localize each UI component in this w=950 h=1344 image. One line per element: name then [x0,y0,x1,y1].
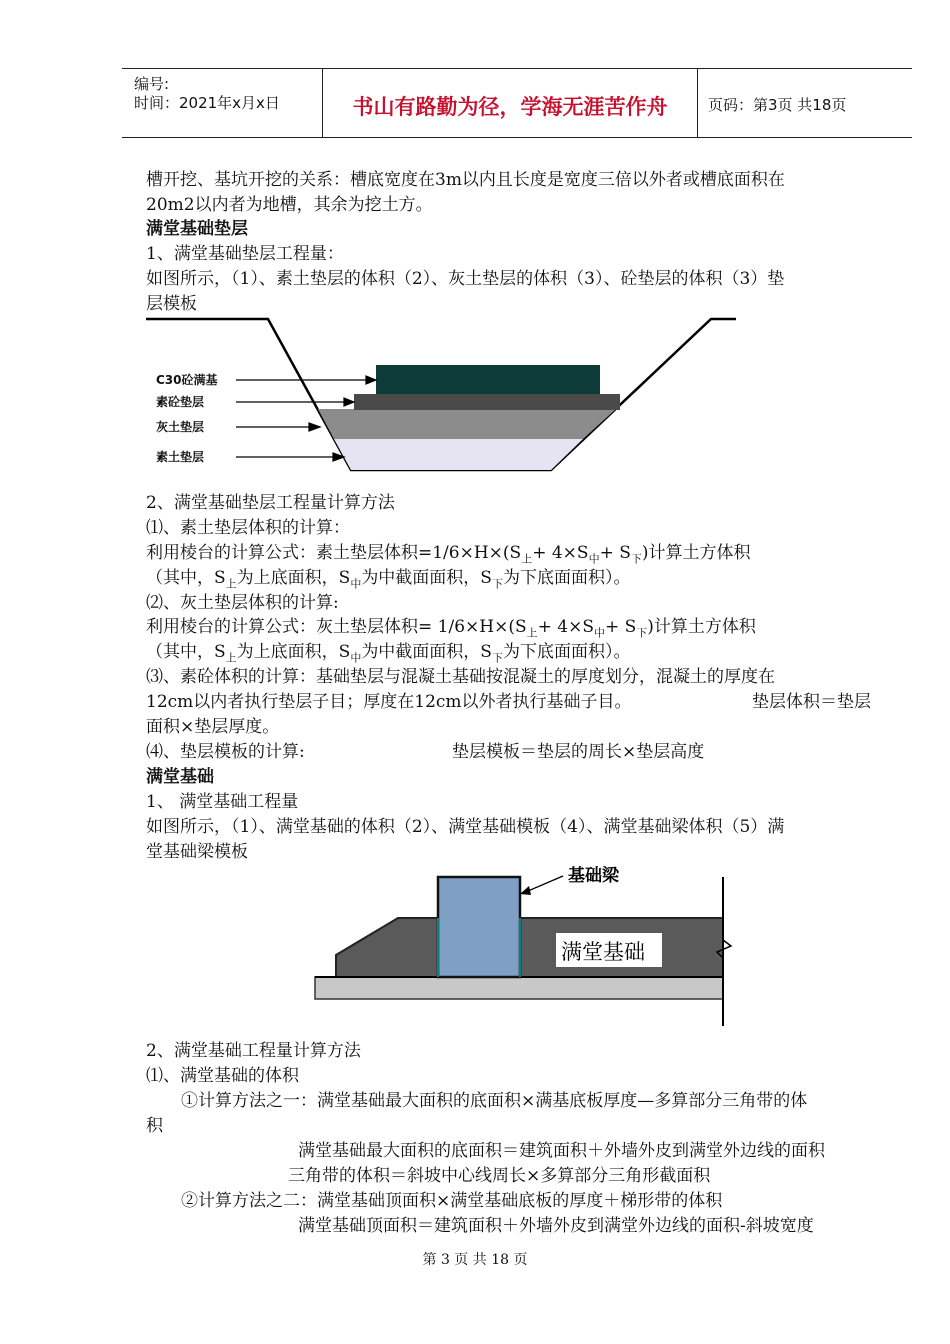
body-line: ⑴、满堂基础的体积 [146,1066,299,1086]
arrow-head [309,423,320,431]
header-page-info: 页码：第3页 共18页 [708,96,847,114]
body-line: 满堂基础顶面积＝建筑面积＋外墙外皮到满堂外边线的面积-斜坡宽度 [298,1216,814,1236]
formula-note: （其中，$S_上$为上底面积，$S_中$为中截面面积，$S_下$为下底面面积）。 [146,568,631,591]
body-line: ①计算方法之一：满堂基础最大面积的底面积×满基底板厚度—多算部分三角带的体 [181,1091,808,1111]
page-header [122,68,912,138]
plain-soil-layer-right [438,439,583,470]
label-plain-concrete: 素砼垫层 [156,395,205,409]
arrow-head [366,376,376,384]
raft-foundation-figure [310,860,740,1030]
arrow-head [344,398,354,406]
raft-slab [336,918,723,977]
lime-soil-layer [318,409,616,439]
body-line: 垫层模板＝垫层的周长×垫层高度 [452,742,705,762]
body-line: 垫层体积＝垫层 [752,692,871,712]
label-lime-soil: 灰土垫层 [156,420,205,434]
formula-line: 利用棱台的计算公式：灰土垫层体积= $1/6\times H\times(S_上+ 4\times S_中+ S_下)$计算土方体积 [146,617,756,640]
cushion-layer [315,977,723,999]
label-c30-raft: C30砼满基 [156,373,218,387]
body-line: 1、 满堂基础工程量 [146,792,299,812]
formula-note: （其中，$S_上$为上底面积，$S_中$为中截面面积，$S_下$为下底面面积）。 [146,642,631,665]
body-line: 面积×垫层厚度。 [146,717,280,737]
cushion-layers-figure [146,316,746,486]
body-line: 20m2以内者为地槽，其余为挖土方。 [146,195,433,215]
formula-line: 利用棱台的计算公式：素土垫层体积$=1/6\times H\times(S_上+ 4\times S_中+ S_下)$计算土方体积 [146,543,751,566]
body-line: 2、满堂基础工程量计算方法 [146,1041,361,1061]
document-time-label: 时间：2021年x月x日 [134,94,280,112]
beam-label-arrow [528,876,563,891]
body-line: 1、满堂基础垫层工程量： [146,244,344,264]
body-line: ⑷、垫层模板的计算: [146,742,305,762]
header-motto: 书山有路勤为径，学海无涯苦作舟 [352,95,668,119]
section-heading: 满堂基础 [146,767,214,787]
document-number-label: 编号: [134,75,170,93]
plain-soil-layer [334,439,438,470]
foundation-beam [438,877,520,977]
plain-concrete-layer [354,394,620,410]
c30-raft-slab [376,365,600,394]
section-heading: 满堂基础垫层 [146,219,248,239]
body-line: 积 [146,1116,163,1136]
arrow-head [520,886,531,895]
body-line: 2、满堂基础垫层工程量计算方法 [146,493,395,513]
header-left-cell [122,69,322,137]
body-line: 满堂基础最大面积的底面积＝建筑面积＋外墙外皮到满堂外边线的面积 [298,1141,825,1161]
body-line: 如图所示，（1）、满堂基础的体积（2）、满堂基础模板（4）、满堂基础梁体积（5）满 [146,817,785,837]
header-center-cell [322,69,698,137]
body-line: 堂基础梁模板 [146,842,248,862]
header-right-cell [698,69,912,137]
body-line: ⑶、素砼体积的计算：基础垫层与混凝土基础按混凝土的厚度划分，混凝土的厚度在 [146,667,775,687]
body-line: 槽开挖、基坑开挖的关系：槽底宽度在3m以内且长度是宽度三倍以外者或槽底面积在 [146,170,785,190]
body-line: ⑵、灰土垫层体积的计算: [146,593,339,613]
body-line: 三角带的体积＝斜坡中心线周长×多算部分三角形截面积 [288,1166,711,1186]
body-line: ②计算方法之二：满堂基础顶面积×满堂基础底板的厚度＋梯形带的体积 [181,1191,723,1211]
label-plain-soil: 素土垫层 [156,450,205,464]
beam-label: 基础梁 [568,866,619,886]
body-line: 12cm以内者执行垫层子目；厚度在12cm以外者执行基础子目。 [146,692,632,712]
body-line: ⑴、素土垫层体积的计算： [146,518,350,538]
slab-label: 满堂基础 [561,940,645,964]
body-line: 如图所示，（1）、素土垫层的体积（2）、灰土垫层的体积（3）、砼垫层的体积（3）垫 [146,269,785,289]
body-line: 层模板 [146,294,197,314]
page-footer: 第 3 页 共 18 页 [422,1252,528,1268]
